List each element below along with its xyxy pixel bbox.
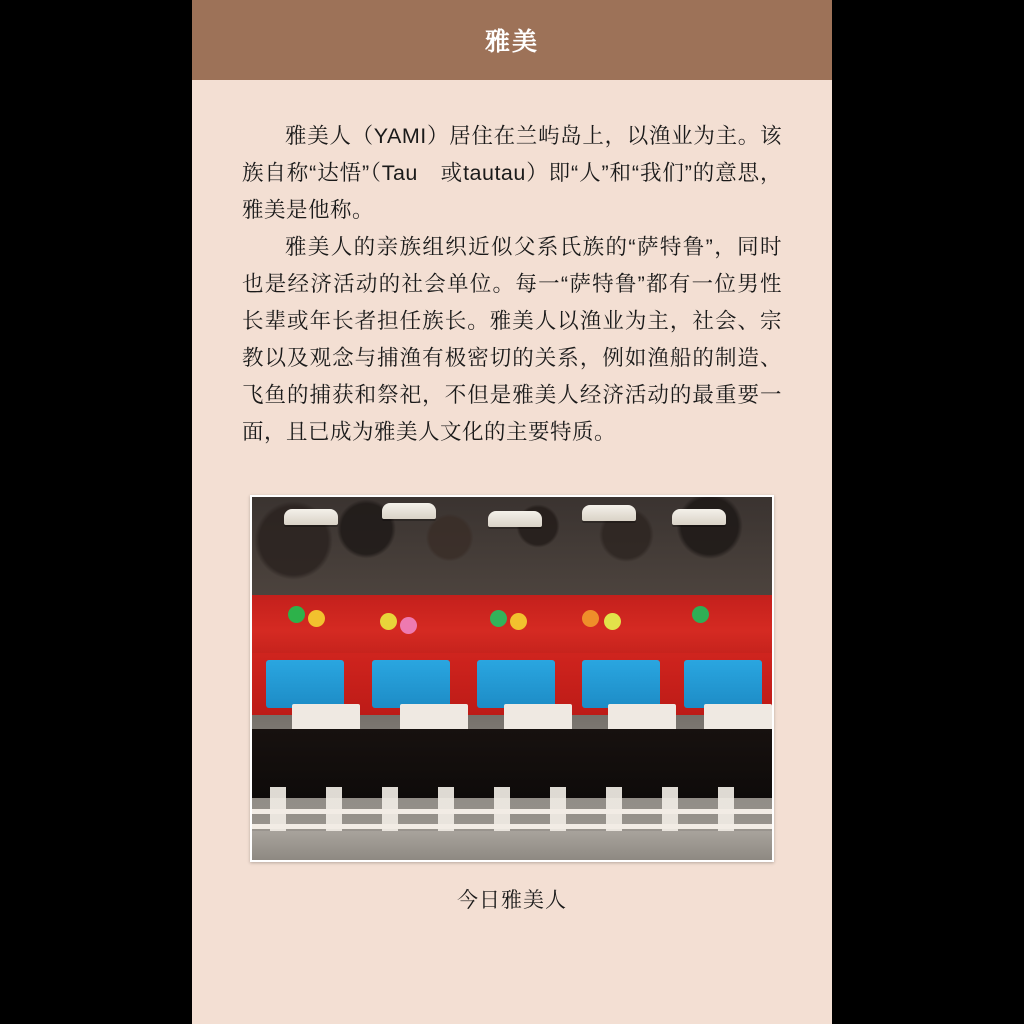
photo-pompom bbox=[400, 617, 417, 634]
photo-pompom bbox=[288, 606, 305, 623]
figure-image bbox=[250, 495, 774, 862]
photo-blue-sleeve bbox=[477, 660, 555, 707]
photo-headdress bbox=[284, 509, 338, 525]
document-page bbox=[192, 0, 832, 1024]
photo-blue-sleeve bbox=[266, 660, 344, 707]
photo-ground bbox=[252, 831, 772, 860]
photo-headdress bbox=[672, 509, 726, 525]
title-bar bbox=[192, 0, 832, 80]
photo-pompom bbox=[582, 610, 599, 627]
article-body bbox=[192, 80, 832, 1024]
figure-caption: 今日雅美人 bbox=[457, 889, 567, 912]
photo-leg-stripe bbox=[252, 824, 772, 829]
photo-pompom bbox=[692, 606, 709, 623]
photo-headdress bbox=[582, 505, 636, 521]
photo-headdress bbox=[488, 511, 542, 527]
paragraph-1: 雅美人（YAMI）居住在兰屿岛上，以渔业为主。该族自称“达悟”（Tau 或tautau）即“人”和“我们”的意思，雅美是他称。 bbox=[242, 124, 782, 222]
photo-pompom bbox=[308, 610, 325, 627]
photo-blue-sleeve bbox=[684, 660, 762, 707]
paragraph-2: 雅美人的亲族组织近似父系氏族的“萨特鲁”，同时也是经济活动的社会单位。每一“萨特鲁”都有一位男性长辈或年长者担任族长。雅美人以渔业为主，社会、宗教以及观念与捕渔有极密切的关系，例如渔船的制造、飞鱼的捕获和祭祀，不但是雅美人经济活动的最重要一面，且已成为雅美人文化的主要特质。 bbox=[242, 235, 782, 444]
photo-blue-sleeve bbox=[582, 660, 660, 707]
page-title: 雅美 bbox=[484, 28, 539, 56]
figure bbox=[242, 495, 782, 914]
photo-leg-stripe bbox=[252, 809, 772, 814]
photo-blue-sleeve bbox=[372, 660, 450, 707]
photo-headdress bbox=[382, 503, 436, 519]
photo-pompom bbox=[490, 610, 507, 627]
